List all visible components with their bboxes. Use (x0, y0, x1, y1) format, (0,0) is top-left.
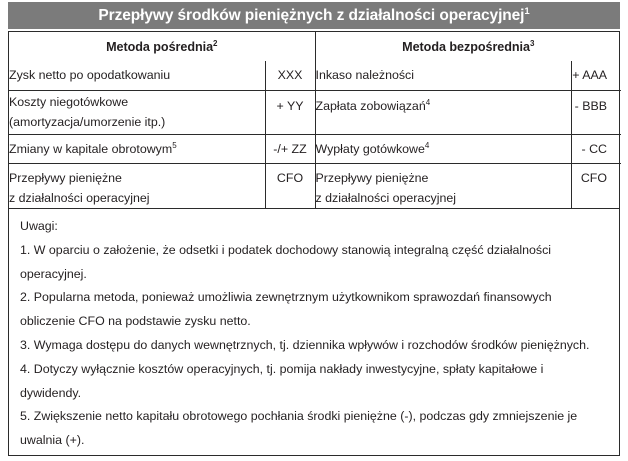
indirect-item-label (9, 134, 265, 163)
cash-flow-table-container (8, 31, 620, 209)
table-header (9, 32, 621, 61)
notes-section (8, 209, 620, 456)
indirect-item-label-line2: (amortyzacja/umorzenie itp.) (9, 115, 166, 129)
direct-item-label (315, 61, 571, 90)
indirect-item-label-text: Przepływy pieniężne (9, 170, 122, 185)
direct-item-label-superscript: 4 (425, 97, 431, 107)
note-item-4: 4. Dotyczy wyłącznie kosztów operacyjnych, tj. pomija nakłady inwestycyjne, spłaty kapitałowe i dywidendy. (20, 361, 544, 400)
direct-item-amount: CFO (571, 163, 621, 209)
indirect-item-label (9, 61, 265, 90)
cash-flow-table (9, 32, 621, 209)
figure-title-text: Przepływy środków pieniężnych z działalności operacyjnej (98, 7, 525, 24)
column-header-indirect-method-label: Metoda pośrednia (106, 39, 214, 54)
table-row (9, 163, 621, 209)
indirect-item-label-superscript: 5 (172, 140, 177, 150)
direct-item-label-text: Przepływy pieniężne (315, 170, 429, 185)
indirect-item-label (9, 90, 265, 134)
note-item-5: 5. Zwiększenie netto kapitału obrotowego pochłania środki pieniężne (-), podczas gdy zmniejszenie je uwalnia (+). (20, 409, 578, 448)
direct-item-label-superscript: 4 (424, 140, 430, 150)
indirect-item-label-line2: z działalności operacyjnej (9, 190, 150, 205)
column-header-direct-method (315, 32, 621, 61)
direct-item-amount: - CC (571, 134, 621, 163)
figure-title-superscript: 1 (524, 5, 530, 17)
notes-heading: Uwagi: (20, 219, 58, 233)
direct-item-label (315, 163, 571, 209)
direct-item-amount: - BBB (571, 90, 621, 134)
table-body (9, 61, 621, 209)
table-row (9, 90, 621, 134)
column-header-indirect-method-superscript: 2 (213, 38, 218, 48)
direct-item-label (315, 134, 571, 163)
column-header-direct-method-superscript: 3 (529, 38, 535, 48)
table-header-row (9, 32, 621, 61)
indirect-item-amount: -/+ ZZ (265, 134, 315, 163)
note-item-2: 2. Popularna metoda, ponieważ umożliwia zewnętrznym użytkownikom sprawozdań finansowych obliczenie CFO na podstawie zysku netto. (20, 290, 552, 329)
column-header-indirect-method (9, 32, 315, 61)
direct-item-label-text: Zapłata zobowiązań (315, 98, 426, 113)
figure-title (8, 2, 620, 29)
indirect-item-amount: XXX (265, 61, 315, 90)
column-header-direct-method-label: Metoda bezpośrednia (402, 39, 530, 54)
indirect-item-label-text: Zysk netto po opodatkowaniu (9, 68, 171, 83)
indirect-item-label-text: Zmiany w kapitale obrotowym (9, 141, 173, 156)
indirect-item-amount: + YY (265, 90, 315, 134)
note-item-3: 3. Wymaga dostępu do danych wewnętrznych, tj. dziennika wpływów i rozchodów środków pieniężnych. (20, 337, 590, 352)
indirect-item-amount: CFO (265, 163, 315, 209)
direct-item-label-text: Wypłaty gotówkowe (315, 141, 425, 156)
indirect-item-label-text: Koszty niegotówkowe (9, 95, 129, 109)
table-row (9, 61, 621, 90)
direct-item-label-line2: z działalności operacyjnej (315, 190, 457, 205)
indirect-item-label (9, 163, 265, 209)
direct-item-amount: + AAA (571, 61, 621, 90)
table-row (9, 134, 621, 163)
direct-item-label (315, 90, 571, 134)
note-item-1: 1. W oparciu o założenie, że odsetki i podatek dochodowy stanowią integralną część działalności operacyjnej. (20, 242, 552, 281)
direct-item-label-text: Inkaso należności (315, 68, 414, 83)
